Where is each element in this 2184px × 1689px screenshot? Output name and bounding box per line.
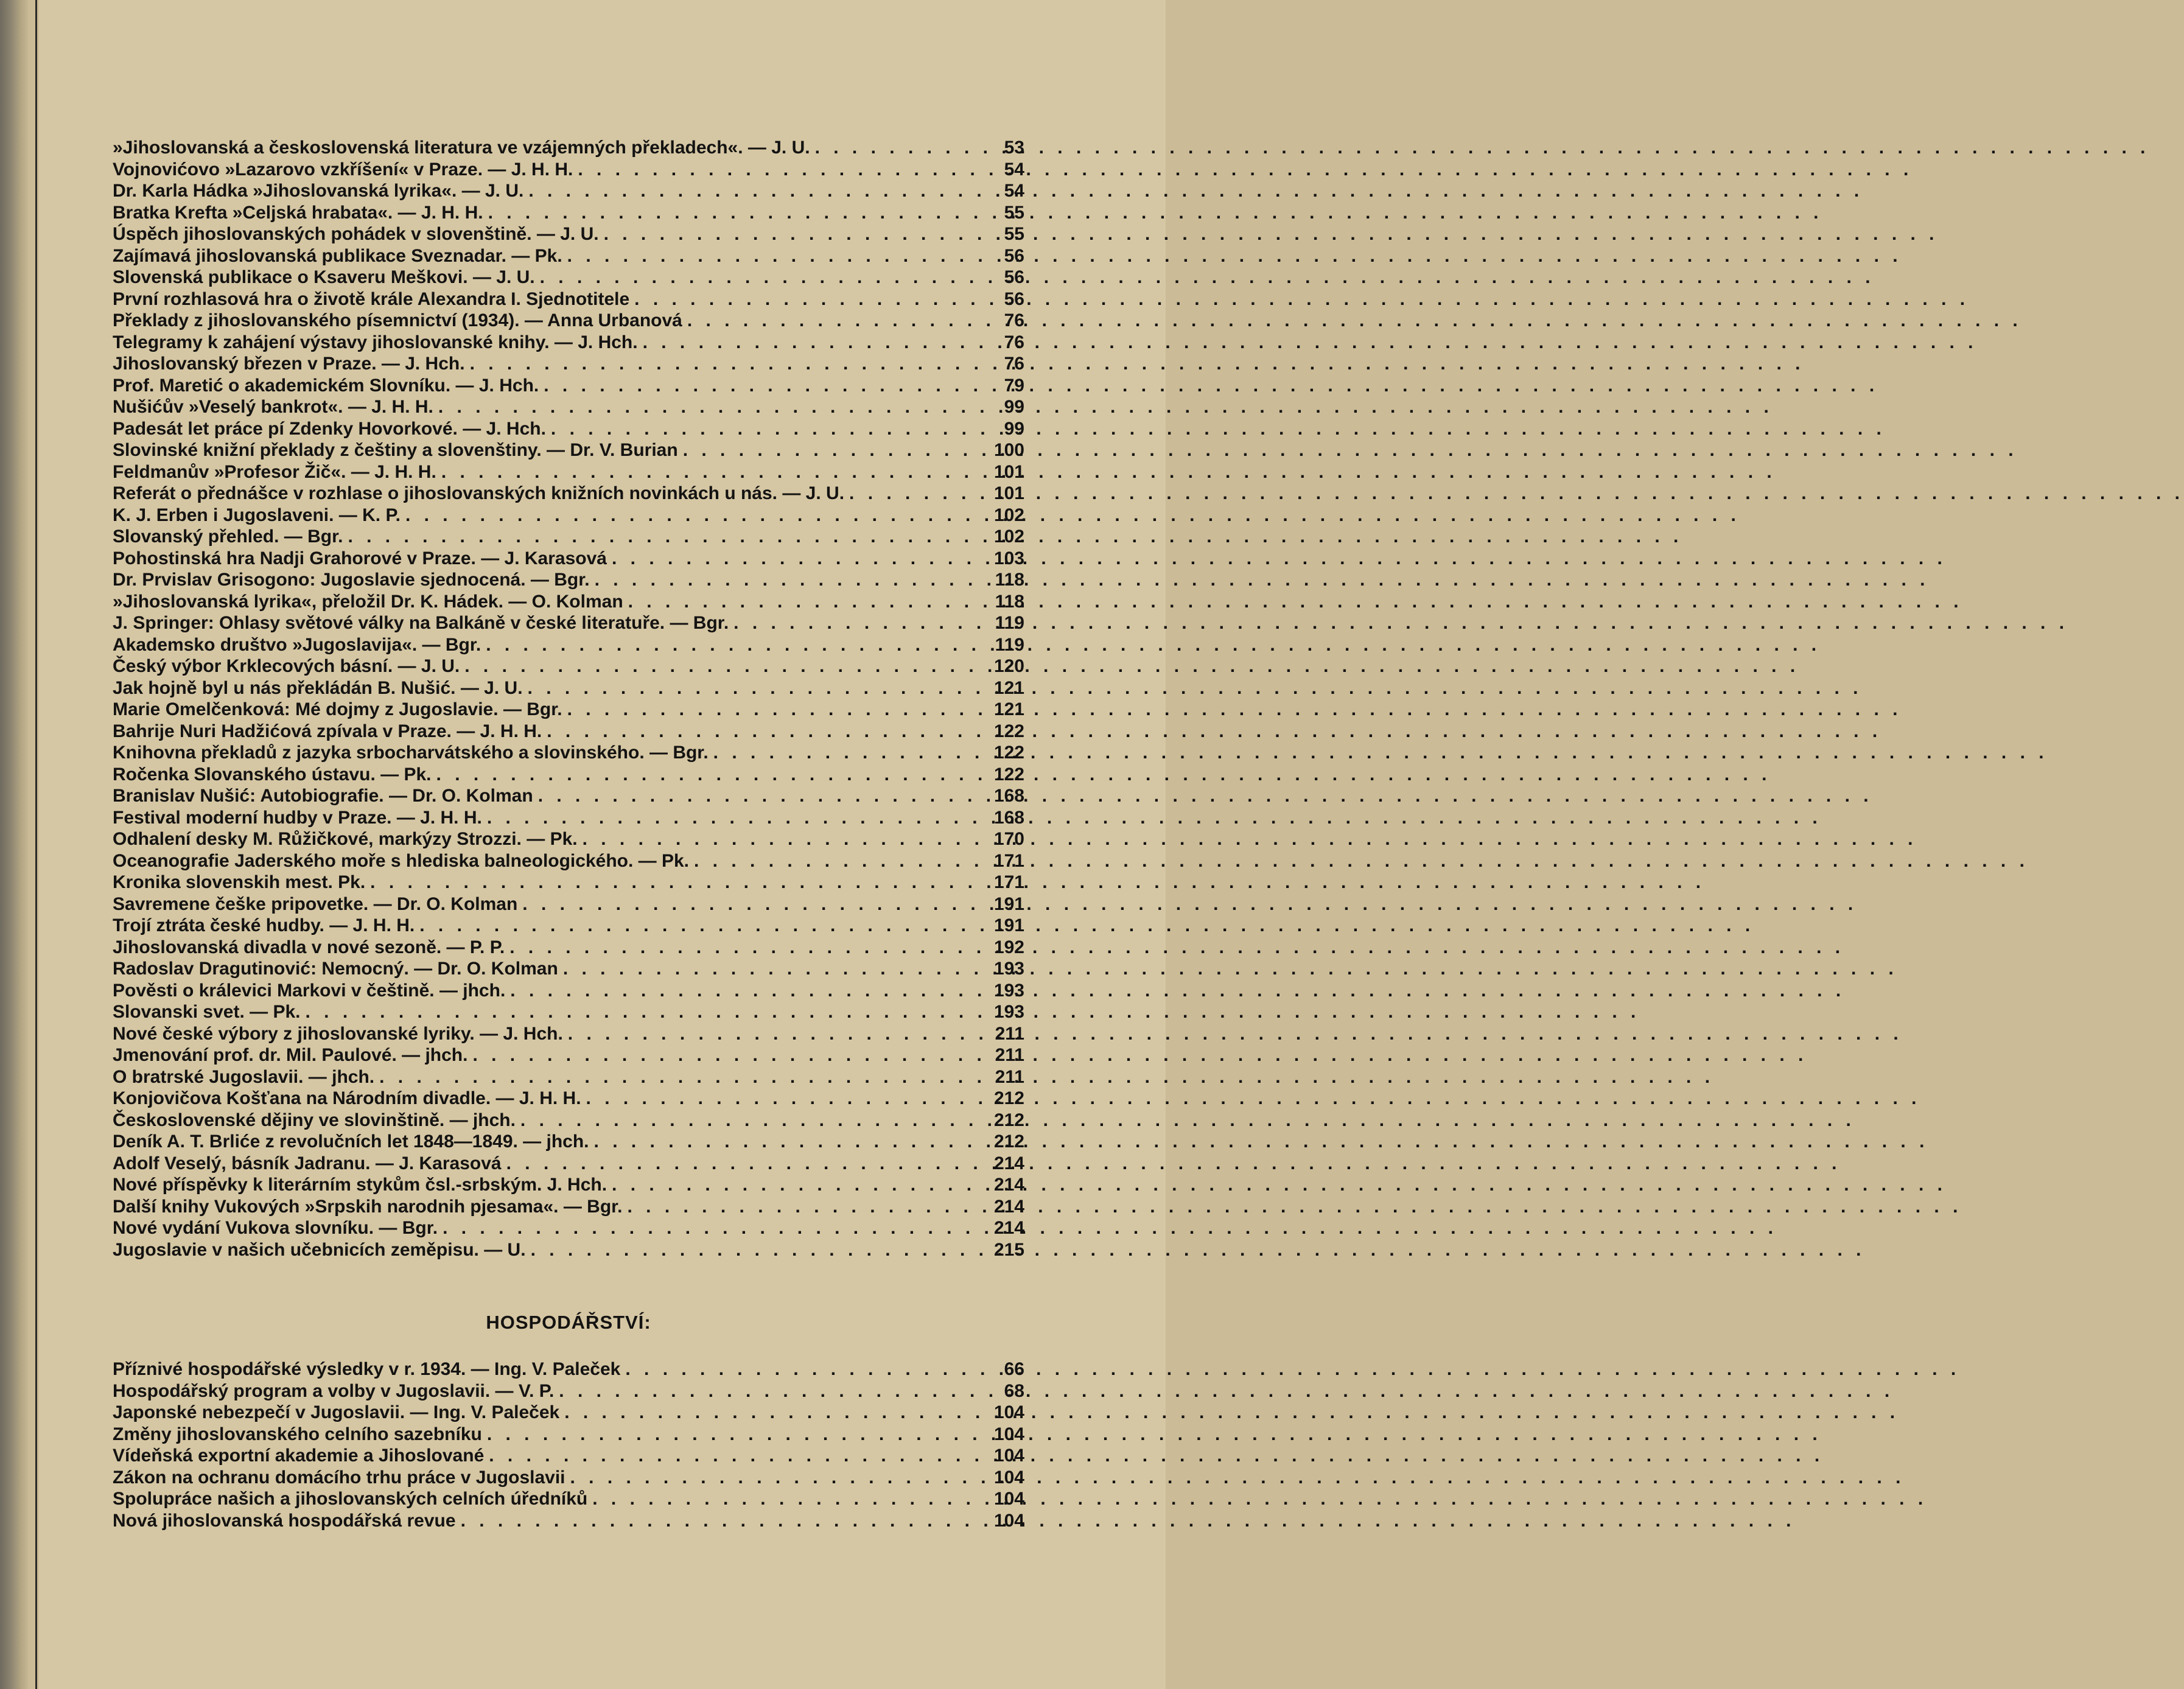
toc-entry	[113, 505, 1024, 526]
toc-entry	[113, 677, 1024, 699]
entry-page-number: 121	[993, 699, 1024, 719]
dot-leader	[540, 267, 987, 288]
entry-title: Zajímavá jihoslovanská publikace Sveznadar. — Pk.	[113, 245, 562, 266]
entry-title: Zákon na ochranu domácího trhu práce v Jugoslavii	[113, 1467, 565, 1488]
dot-leader	[528, 180, 987, 202]
entry-page-number: 193	[993, 1002, 1024, 1022]
entry-page-number: 56	[1004, 267, 1024, 287]
toc-entry	[113, 310, 1024, 332]
toc-entry	[113, 807, 1024, 829]
toc-entry	[113, 548, 1024, 570]
toc-entry	[113, 1023, 1024, 1045]
entry-title: Slovenská publikace o Ksaveru Meškovi. — J. U.	[113, 267, 535, 287]
entry-page-number: 103	[993, 548, 1024, 568]
entry-page-number: 211	[995, 1023, 1024, 1044]
toc-entry	[113, 721, 1024, 743]
toc-entry	[113, 396, 1024, 418]
entry-page-number: 214	[993, 1196, 1024, 1217]
toc-entry	[113, 915, 1024, 937]
entry-title: »Jihoslovanská lyrika«, přeložil Dr. K. Hádek. — O. Kolman	[113, 591, 623, 612]
dot-leader	[568, 1023, 987, 1045]
toc-entry	[113, 1217, 1024, 1239]
entry-page-number: 214	[993, 1218, 1024, 1238]
dot-leader	[486, 634, 987, 656]
entry-title: Slovinské knižní překlady z češtiny a slovenštiny. — Dr. V. Burian	[113, 440, 678, 460]
toc-entry	[113, 1488, 1024, 1510]
entry-title: Odhalení desky M. Růžičkové, markýzy Strozzi. — Pk.	[113, 829, 578, 849]
entry-title: Marie Omelčenková: Mé dojmy z Jugoslavie. — Bgr.	[113, 699, 562, 719]
toc-entry	[113, 353, 1024, 375]
toc-entry	[113, 461, 1024, 483]
toc-entry	[113, 245, 1024, 267]
entry-page-number: 53	[1004, 138, 1024, 158]
entry-page-number: 101	[993, 483, 1024, 503]
entry-page-number: 212	[993, 1131, 1024, 1152]
toc-entry	[113, 872, 1024, 893]
entry-page-number: 55	[1004, 202, 1024, 223]
entry-title: O bratrské Jugoslavii. — jhch.	[113, 1066, 375, 1087]
entry-title: Radoslav Dragutinović: Nemocný. — Dr. O. Kolman	[113, 959, 558, 979]
entry-title: Jihoslovanská divadla v nové sezoně. — P. P.	[113, 937, 505, 957]
dot-leader	[487, 1424, 987, 1446]
entry-title: Slovanski svet. — Pk.	[113, 1002, 301, 1022]
toc-entry	[113, 137, 1024, 159]
toc-entry	[113, 526, 1024, 548]
dot-leader	[506, 1153, 987, 1175]
dot-leader	[564, 1402, 987, 1424]
entry-page-number: 104	[993, 1467, 1024, 1488]
entry-title: Japonské nebezpečí v Jugoslavii. — Ing. V. Paleček	[113, 1402, 560, 1422]
dot-leader	[563, 958, 987, 980]
entry-page-number: 211	[995, 1045, 1024, 1065]
literature-index-list	[113, 137, 1024, 1261]
entry-title: Jihoslovanský březen v Praze. — J. Hch.	[113, 354, 465, 374]
entry-page-number: 192	[993, 937, 1024, 957]
toc-entry	[113, 591, 1024, 613]
toc-entry	[113, 1510, 1024, 1532]
entry-page-number: 191	[993, 893, 1024, 914]
entry-title: Vídeňská exportní akademie a Jihoslované	[113, 1446, 485, 1466]
entry-title: Nové vydání Vukova slovníku. — Bgr.	[113, 1218, 438, 1238]
entry-page-number: 104	[993, 1489, 1024, 1509]
dot-leader	[544, 375, 987, 397]
dot-leader	[405, 505, 987, 526]
entry-title: Oceanografie Jaderského moře s hlediska balneologického. — Pk.	[113, 850, 690, 871]
toc-entry	[113, 958, 1024, 980]
entry-title: K. J. Erben i Jugoslaveni. — K. P.	[113, 505, 401, 525]
toc-entry	[113, 1110, 1024, 1131]
toc-entry	[113, 828, 1024, 850]
entry-page-number: 100	[993, 440, 1024, 460]
dot-leader	[586, 1088, 987, 1110]
toc-entry	[113, 223, 1024, 245]
entry-title: Dr. Karla Hádka »Jihoslovanská lyrika«. — J. U.	[113, 181, 524, 201]
dot-leader	[487, 807, 987, 829]
toc-entry	[113, 483, 1024, 505]
entry-title: Konjovičova Košťana na Národním divadle. — J. H. H.	[113, 1088, 581, 1108]
entry-title: První rozhlasová hra o životě krále Alexandra I. Sjednotitele	[113, 288, 630, 309]
economy-index-list	[113, 1359, 1024, 1531]
toc-entry	[113, 1066, 1024, 1088]
toc-entry	[113, 1359, 1024, 1380]
dot-leader	[547, 721, 987, 743]
dot-leader	[419, 915, 987, 937]
entry-page-number: 193	[993, 980, 1024, 1001]
entry-title: Ročenka Slovanského ústavu. — Pk.	[113, 764, 432, 785]
entry-title: Československé dějiny ve slovinštině. — jhch.	[113, 1110, 516, 1130]
toc-entry	[113, 267, 1024, 288]
entry-page-number: 55	[1004, 224, 1024, 244]
toc-entry	[113, 1239, 1024, 1261]
entry-page-number: 170	[993, 829, 1024, 849]
book-binding-edge	[0, 0, 28, 1689]
toc-entry	[113, 1467, 1024, 1489]
toc-entry	[113, 850, 1024, 872]
toc-entry	[113, 180, 1024, 202]
dot-leader	[436, 764, 987, 786]
toc-entry	[113, 1196, 1024, 1218]
entry-page-number: 118	[995, 570, 1024, 590]
entry-page-number: 120	[993, 656, 1024, 676]
dot-leader	[470, 353, 987, 375]
toc-entry	[113, 1174, 1024, 1196]
dot-leader	[531, 1239, 987, 1261]
entry-page-number: 214	[993, 1175, 1024, 1195]
entry-title: Nové české výbory z jihoslovanské lyriky. — J. Hch.	[113, 1023, 563, 1044]
entry-page-number: 118	[995, 591, 1024, 612]
dot-leader	[489, 1445, 987, 1467]
dot-leader	[687, 310, 987, 332]
toc-entry	[113, 656, 1024, 677]
entry-title: »Jihoslovanská a československá literatura ve vzájemných překladech«. — J. U.	[113, 138, 810, 158]
entry-title: Spolupráce našich a jihoslovanských celních úředníků	[113, 1489, 588, 1509]
entry-title: Branislav Nušić: Autobiografie. — Dr. O. Kolman	[113, 786, 533, 806]
entry-page-number: 104	[993, 1424, 1024, 1444]
entry-page-number: 119	[995, 613, 1024, 633]
entry-page-number: 104	[993, 1402, 1024, 1422]
entry-page-number: 104	[993, 1446, 1024, 1466]
toc-entry	[113, 937, 1024, 959]
entry-title: Telegramy k zahájení výstavy jihoslovanské knihy. — J. Hch.	[113, 332, 638, 352]
entry-page-number: 191	[993, 915, 1024, 935]
dot-leader	[443, 1217, 987, 1239]
toc-entry	[113, 1445, 1024, 1467]
entry-title: Jmenování prof. dr. Mil. Paulové. — jhch.	[113, 1045, 468, 1065]
dot-leader	[592, 1488, 987, 1510]
toc-entry	[113, 785, 1024, 807]
dot-leader	[379, 1066, 987, 1088]
toc-entry	[113, 1424, 1024, 1446]
toc-entry	[113, 980, 1024, 1002]
dot-leader	[488, 202, 987, 224]
dot-leader	[370, 872, 987, 893]
dot-leader	[625, 1359, 987, 1380]
entry-page-number: 54	[1004, 181, 1024, 201]
entry-title: Savremene češke pripovetke. — Dr. O. Kolman	[113, 893, 518, 914]
toc-entry	[113, 375, 1024, 397]
toc-entry	[113, 764, 1024, 786]
dot-leader	[305, 1001, 987, 1023]
entry-title: J. Springer: Ohlasy světové války na Balkáně v české literatuře. — Bgr.	[113, 613, 729, 633]
entry-page-number: 171	[993, 872, 1024, 892]
toc-entry	[113, 893, 1024, 915]
entry-page-number: 102	[993, 505, 1024, 525]
entry-title: Příznivé hospodářské výsledky v r. 1934. — Ing. V. Paleček	[113, 1359, 621, 1379]
entry-page-number: 211	[995, 1066, 1024, 1087]
dot-leader	[570, 1467, 987, 1489]
dot-leader	[628, 1196, 987, 1218]
toc-entry	[113, 288, 1024, 310]
binding-fold-line	[35, 0, 37, 1689]
toc-entry	[113, 202, 1024, 224]
entry-title: Trojí ztráta české hudby. — J. H. H.	[113, 915, 415, 935]
dot-leader	[643, 332, 987, 354]
entry-title: Další knihy Vukových »Srpskih narodnih pjesama«. — Bgr.	[113, 1196, 623, 1217]
entry-title: Nová jihoslovanská hospodářská revue	[113, 1510, 456, 1531]
entry-title: Pověsti o králevici Markovi v češtině. — jhch.	[113, 980, 506, 1001]
dot-leader	[567, 699, 987, 721]
section-heading-economy: HOSPODÁŘSTVÍ:	[486, 1312, 651, 1333]
toc-entry	[113, 159, 1024, 181]
entry-title: Nušićův »Veselý bankrot«. — J. H. H.	[113, 397, 433, 417]
entry-page-number: 168	[993, 807, 1024, 828]
entry-page-number: 56	[1004, 288, 1024, 309]
entry-title: Prof. Maretić o akademickém Slovníku. — J. Hch.	[113, 375, 539, 396]
toc-entry	[113, 1131, 1024, 1153]
entry-page-number: 171	[993, 850, 1024, 871]
entry-title: Bratka Krefta »Celjská hrabata«. — J. H. H.	[113, 202, 483, 223]
dot-leader	[567, 245, 987, 267]
entry-title: Překlady z jihoslovanského písemnictví (1934). — Anna Urbanová	[113, 310, 682, 330]
toc-entry	[113, 1088, 1024, 1110]
entry-page-number: 99	[1004, 397, 1024, 417]
dot-leader	[815, 137, 987, 159]
dot-leader	[583, 828, 987, 850]
toc-entry	[113, 1001, 1024, 1023]
entry-page-number: 104	[993, 1510, 1024, 1531]
entry-page-number: 168	[993, 786, 1024, 806]
dot-leader	[509, 937, 987, 959]
entry-title: Jak hojně byl u nás překládán B. Nušić. — J. U.	[113, 677, 523, 698]
dot-leader	[612, 548, 987, 570]
entry-title: Deník A. T. Brliće z revolučních let 1848—1849. — jhch.	[113, 1131, 589, 1152]
entry-title: Jugoslavie v našich učebnicích zeměpisu. — U.	[113, 1239, 526, 1260]
toc-entry	[113, 569, 1024, 591]
toc-entry	[113, 634, 1024, 656]
toc-entry	[113, 418, 1024, 440]
entry-page-number: 66	[1004, 1359, 1024, 1379]
entry-page-number: 122	[993, 764, 1024, 785]
entry-page-number: 102	[993, 526, 1024, 547]
entry-title: Změny jihoslovanského celního sazebníku	[113, 1424, 482, 1444]
entry-page-number: 212	[993, 1110, 1024, 1130]
dot-leader	[612, 1174, 987, 1196]
dot-leader	[559, 1380, 987, 1402]
entry-page-number: 122	[993, 743, 1024, 763]
dot-leader	[528, 677, 987, 699]
entry-page-number: 119	[995, 634, 1024, 655]
dot-leader	[461, 1510, 987, 1532]
dot-leader	[520, 1110, 987, 1131]
dot-leader	[538, 785, 987, 807]
toc-entry	[113, 742, 1024, 764]
entry-title: Akademsko društvo »Jugoslavija«. — Bgr.	[113, 634, 481, 655]
dot-leader	[551, 418, 987, 440]
dot-leader	[578, 159, 987, 181]
dot-leader	[441, 461, 987, 483]
entry-title: Vojnovićovo »Lazarovo vzkříšení« v Praze. — J. H. H.	[113, 159, 573, 180]
entry-page-number: 99	[1004, 418, 1024, 439]
entry-title: Pohostinská hra Nadji Grahorové v Praze. — J. Karasová	[113, 548, 607, 568]
entry-page-number: 54	[1004, 159, 1024, 180]
entry-title: Hospodářský program a volby v Jugoslavii. — V. P.	[113, 1380, 555, 1401]
toc-entry	[113, 1380, 1024, 1402]
entry-title: Knihovna překladů z jazyka srbocharvátského a slovinského. — Bgr.	[113, 743, 709, 763]
dot-leader	[464, 656, 987, 677]
dot-leader	[733, 612, 987, 634]
entry-page-number: 121	[993, 677, 1024, 698]
entry-page-number: 212	[993, 1088, 1024, 1108]
toc-entry	[113, 1402, 1024, 1424]
entry-title: Dr. Prvislav Grisogono: Jugoslavie sjednocená. — Bgr.	[113, 570, 590, 590]
entry-title: Český výbor Krklecových básní. — J. U.	[113, 656, 460, 676]
dot-leader	[713, 742, 987, 764]
dot-leader	[348, 526, 987, 548]
dot-leader	[683, 439, 987, 461]
entry-page-number: 76	[1004, 354, 1024, 374]
entry-title: Úspěch jihoslovanských pohádek v slovenštině. — J. U.	[113, 224, 599, 244]
dot-leader	[438, 396, 987, 418]
entry-title: Adolf Veselý, básník Jadranu. — J. Karasová	[113, 1153, 502, 1173]
entry-page-number: 193	[993, 959, 1024, 979]
entry-title: Bahrije Nuri Hadžićová zpívala v Praze. — J. H. H.	[113, 721, 542, 741]
entry-title: Nové příspěvky k literárním stykům čsl.-srbským. J. Hch.	[113, 1175, 607, 1195]
toc-entry	[113, 699, 1024, 721]
dot-leader	[594, 1131, 987, 1153]
toc-entry	[113, 439, 1024, 461]
entry-page-number: 215	[993, 1239, 1024, 1260]
dot-leader	[522, 893, 987, 915]
toc-entry	[113, 1044, 1024, 1066]
dot-leader	[628, 591, 987, 613]
entry-title: Festival moderní hudby v Praze. — J. H. H.	[113, 807, 482, 828]
toc-entry	[113, 332, 1024, 354]
entry-page-number: 122	[993, 721, 1024, 741]
dot-leader	[472, 1044, 987, 1066]
entry-page-number: 214	[993, 1153, 1024, 1173]
entry-title: Referát o přednášce v rozhlase o jihoslovanských knižních novinkách u nás. — J. U.	[113, 483, 845, 503]
dot-leader	[849, 483, 987, 505]
dot-leader	[694, 850, 987, 872]
entry-title: Slovanský přehled. — Bgr.	[113, 526, 343, 547]
dot-leader	[510, 980, 987, 1002]
toc-entry	[113, 1153, 1024, 1175]
entry-page-number: 76	[1004, 310, 1024, 330]
entry-page-number: 68	[1004, 1380, 1024, 1401]
entry-title: Kronika slovenskih mest. Pk.	[113, 872, 366, 892]
entry-page-number: 56	[1004, 245, 1024, 266]
entry-page-number: 76	[1004, 332, 1024, 352]
entry-page-number: 79	[1004, 375, 1024, 396]
toc-entry	[113, 612, 1024, 634]
entry-title: Feldmanův »Profesor Žič«. — J. H. H.	[113, 461, 436, 482]
dot-leader	[634, 288, 987, 310]
dot-leader	[595, 569, 987, 591]
dot-leader	[604, 223, 987, 245]
entry-title: Padesát let práce pí Zdenky Hovorkové. — J. Hch.	[113, 418, 546, 439]
entry-page-number: 101	[993, 461, 1024, 482]
